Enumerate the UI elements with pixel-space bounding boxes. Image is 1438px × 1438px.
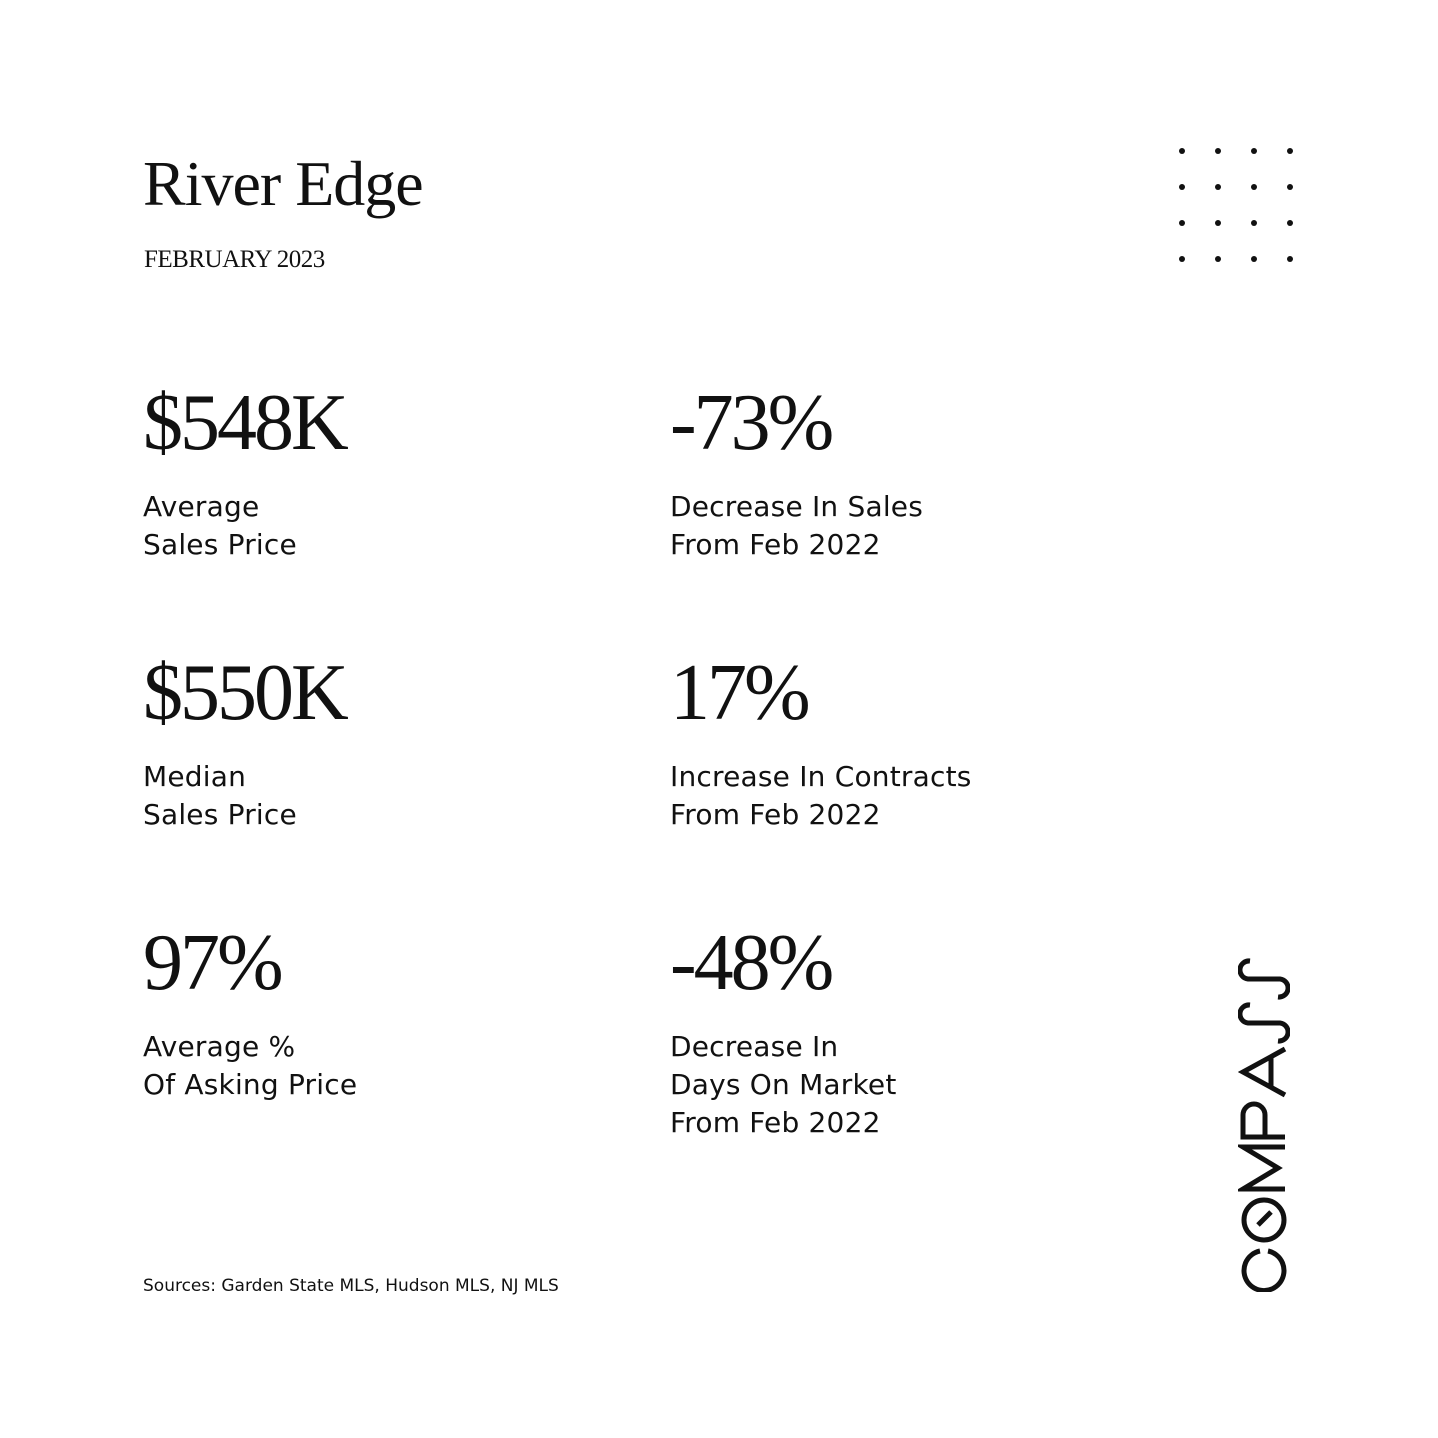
dot xyxy=(1179,148,1185,154)
dot xyxy=(1251,148,1257,154)
report-date: FEBRUARY 2023 xyxy=(144,246,325,273)
stat-label: Increase In Contracts From Feb 2022 xyxy=(670,760,972,831)
dot xyxy=(1215,184,1221,190)
sources-note: Sources: Garden State MLS, Hudson MLS, NJ MLS xyxy=(143,1276,559,1296)
stat-percent-of-asking xyxy=(143,918,613,1104)
stat-value: $550K xyxy=(143,649,346,737)
stat-average-sales-price xyxy=(143,378,613,564)
dot xyxy=(1251,184,1257,190)
dot xyxy=(1251,220,1257,226)
stat-label: Decrease In Days On Market From Feb 2022 xyxy=(670,1030,897,1139)
dot xyxy=(1179,184,1185,190)
stat-value: 97% xyxy=(143,919,281,1007)
stat-label: Median Sales Price xyxy=(143,760,297,831)
dot xyxy=(1215,148,1221,154)
dot xyxy=(1215,256,1221,262)
stat-value: -73% xyxy=(670,379,832,467)
compass-logo xyxy=(1238,957,1290,1292)
dot-grid-icon xyxy=(1172,141,1302,271)
dot xyxy=(1287,148,1293,154)
dot xyxy=(1215,220,1221,226)
stat-sales-change xyxy=(670,378,1140,564)
stat-label: Average Sales Price xyxy=(143,490,297,561)
dot xyxy=(1287,256,1293,262)
dot xyxy=(1287,184,1293,190)
dot xyxy=(1179,220,1185,226)
stat-value: $548K xyxy=(143,379,346,467)
stat-median-sales-price xyxy=(143,648,613,834)
stat-label: Average % Of Asking Price xyxy=(143,1030,358,1101)
stat-value: 17% xyxy=(670,649,808,737)
dot xyxy=(1179,256,1185,262)
stat-contracts-change xyxy=(670,648,1140,834)
stat-value: -48% xyxy=(670,919,832,1007)
stat-label: Decrease In Sales From Feb 2022 xyxy=(670,490,924,561)
dot xyxy=(1287,220,1293,226)
page-title: River Edge xyxy=(143,148,423,219)
dot xyxy=(1251,256,1257,262)
stat-days-on-market-change xyxy=(670,918,1140,1142)
